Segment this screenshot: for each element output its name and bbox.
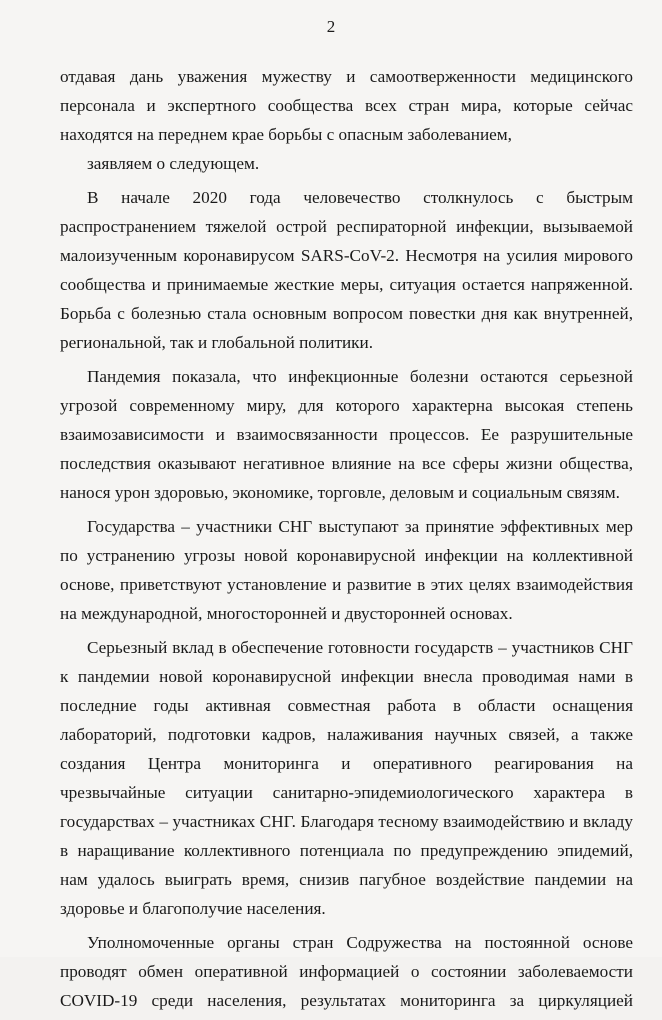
page-number: 2 — [326, 17, 336, 36]
paragraph-pandemic-threat: Пандемия показала, что инфекционные болезни остаются серьезной угрозой современному миру, для которого характерна высокая степень взаимозависимости и взаимосвязанности процессов. Ее разрушительные последствия оказывают негативное влияние на все сферы жизни общества, нанося урон здоровью, экономике, торговле, деловым и социальным связям. — [60, 367, 633, 502]
document-body — [60, 62, 633, 1020]
paragraph-cis-measures: Государства – участники СНГ выступают за принятие эффективных мер по устранению угрозы новой коронавирусной инфекции на коллективной основе, приветствуют установление и развитие в этих целях взаимодействия на международной, многосторонней и двусторонней основах. — [60, 517, 633, 623]
paragraph-cis-contribution: Серьезный вклад в обеспечение готовности государств – участников СНГ к пандемии новой коронавирусной инфекции внесла проводимая нами в последние годы активная совместная работа в области оснащения лабораторий, подготовки кадров, налаживания научных связей, а также создания Центра мониторинга и оперативного реагирования на чрезвычайные ситуации санитарно-эпидемиологического характера в государствах – участниках СНГ. Благодаря тесному взаимодействию и вкладу в наращивание коллективного потенциала по предупреждению эпидемий, нам удалось выиграть время, снизив пагубное воздействие пандемии на здоровье и благополучие населения. — [60, 638, 633, 918]
paragraph-information-exchange: Уполномоченные органы стран Содружества на постоянной основе проводят обмен оперативной информацией о состоянии заболеваемости COVID-19 среди населения, результатах мониторинга за циркуляцией — [60, 933, 633, 1010]
paragraph-declare: заявляем о следующем. — [87, 154, 260, 173]
paragraph-intro: отдавая дань уважения мужеству и самоотверженности медицинского персонала и экспертного сообщества всех стран мира, которые сейчас находятся на переднем крае борьбы с опасным заболеванием, — [60, 67, 633, 144]
paragraph-pandemic-start: В начале 2020 года человечество столкнулось с быстрым распространением тяжелой острой респираторной инфекции, вызываемой малоизученным коронавирусом SARS-CoV-2. Несмотря на усилия мирового сообщества и принимаемые жесткие меры, ситуация остается напряженной. Борьба с болезнью стала основным вопросом повестки дня как внутренней, региональной, так и глобальной политики. — [60, 188, 633, 352]
